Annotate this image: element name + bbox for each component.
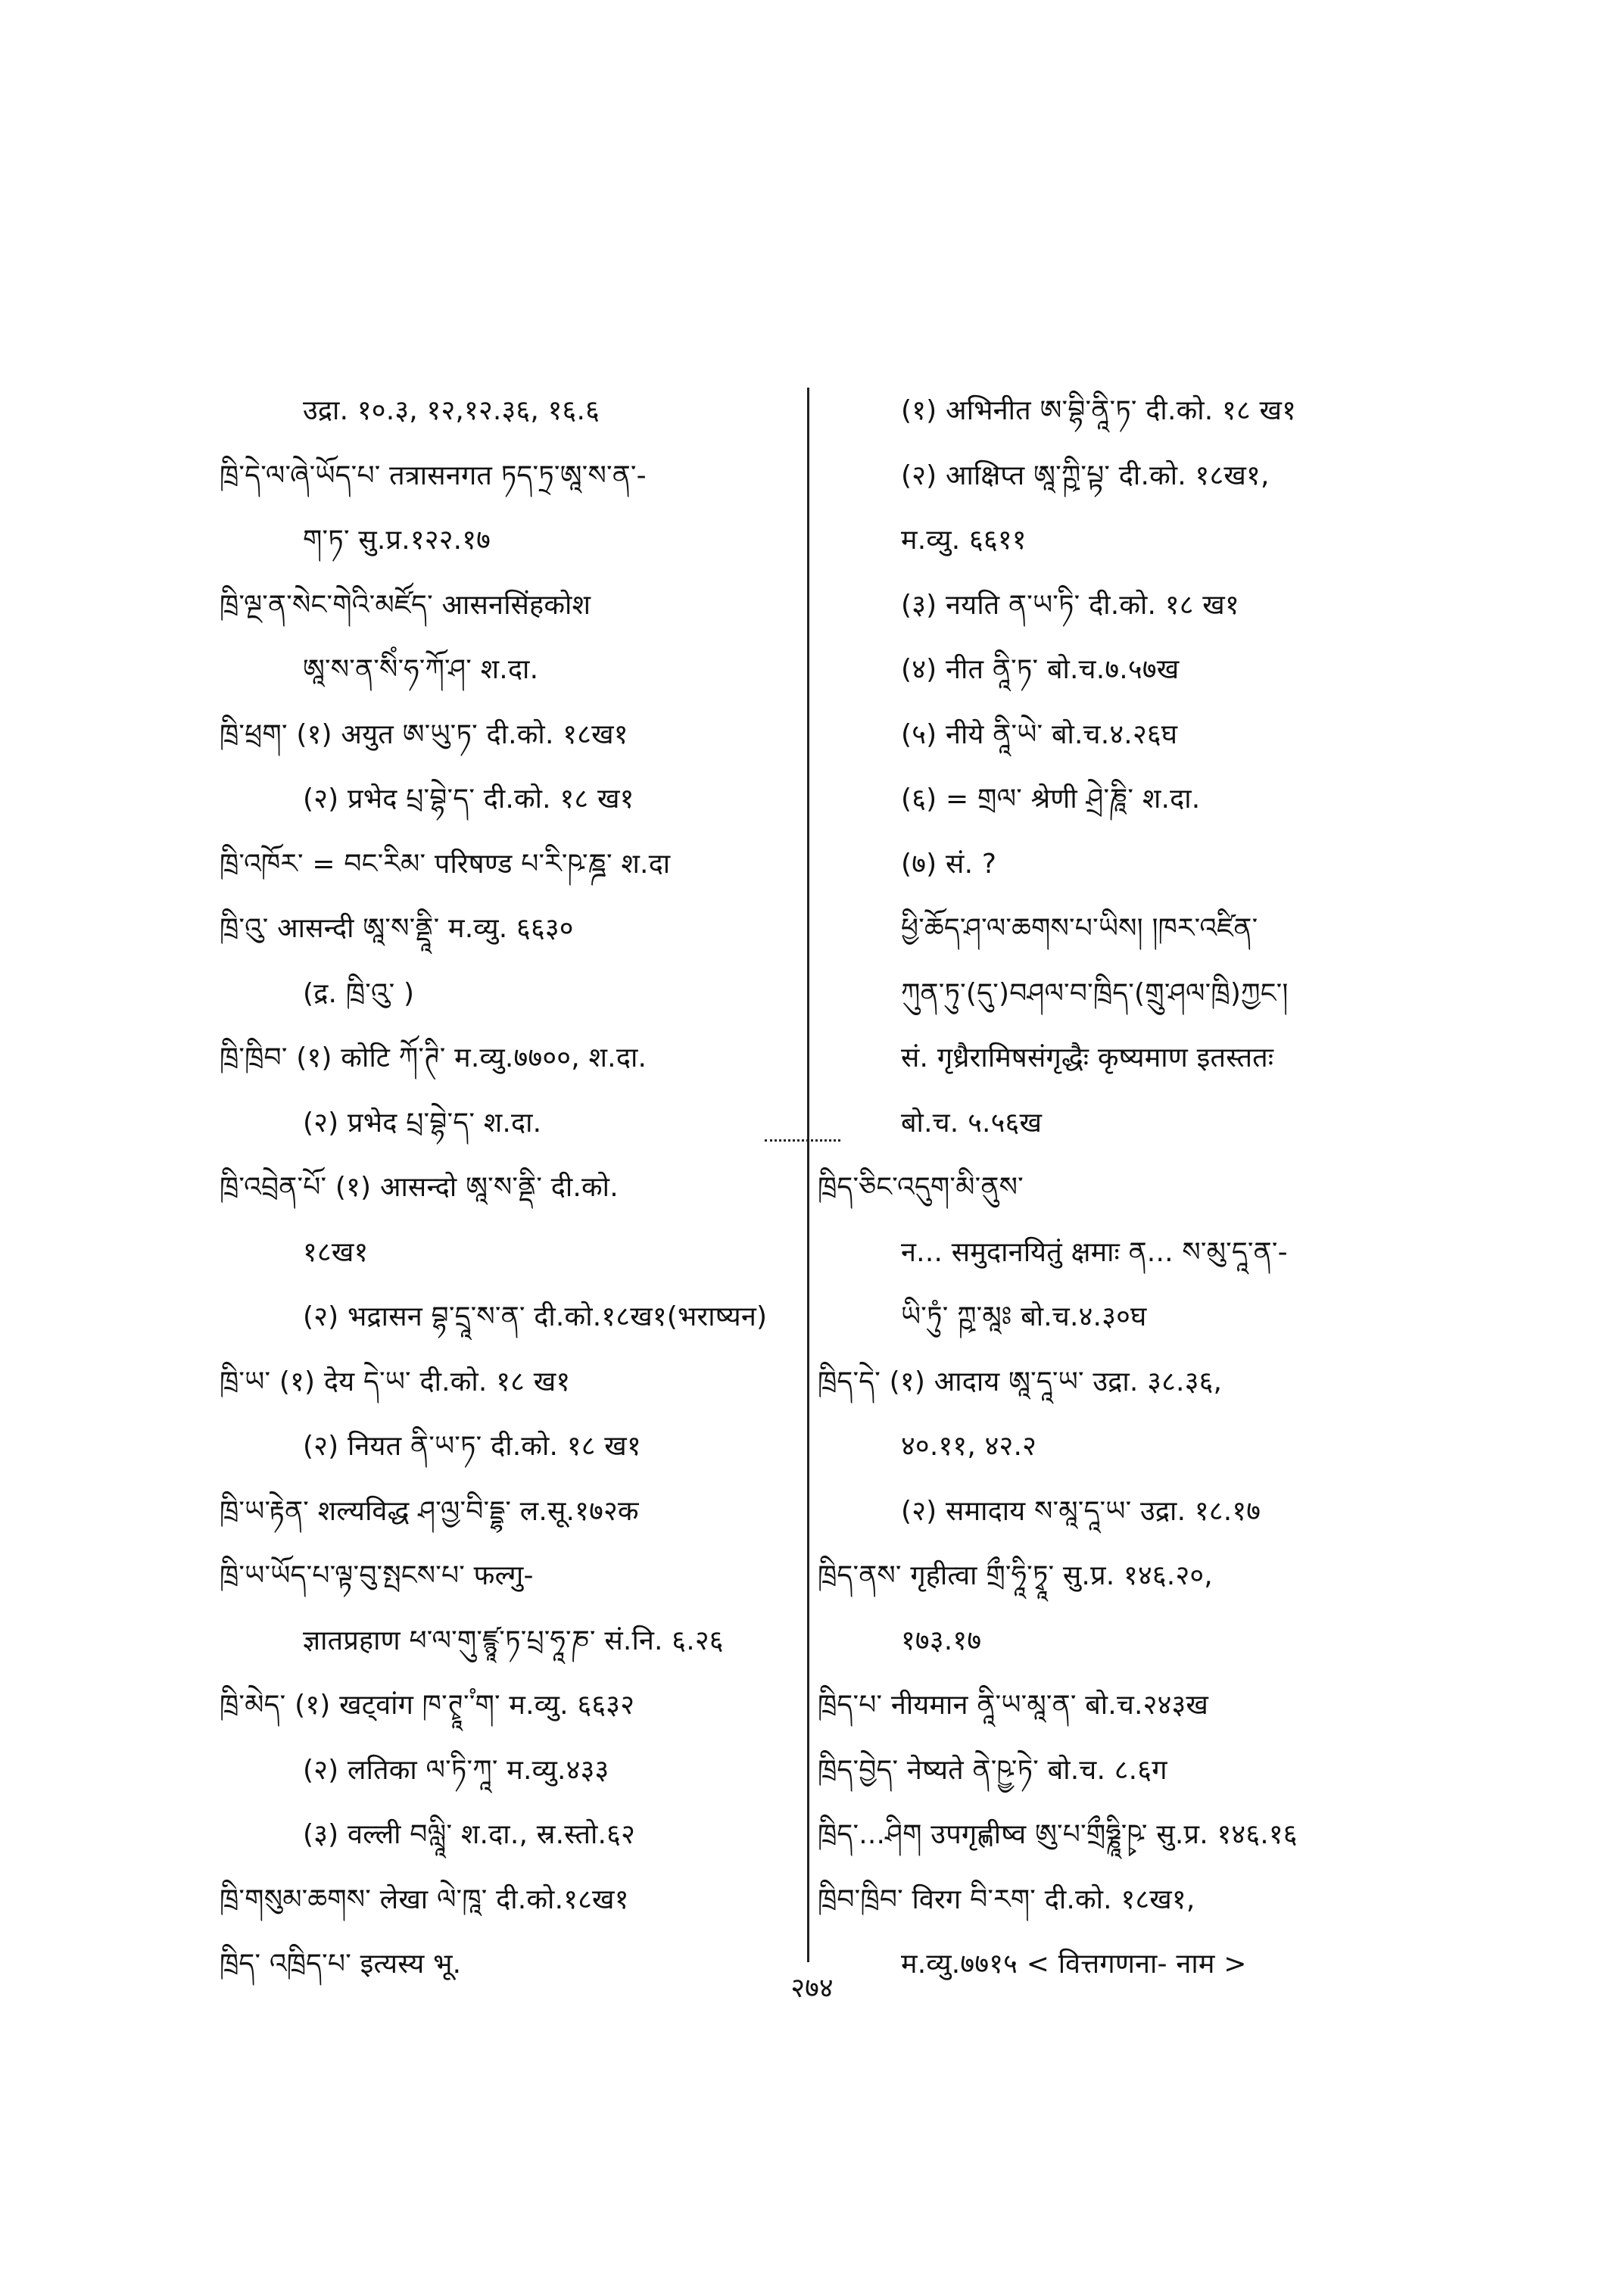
dictionary-line: ཁྲི་ཡ་ཡོད་པ་ལྟ་བུ་སྤངས་པ་ फल्गु-	[220, 1560, 534, 1591]
dictionary-line: म.व्यु. ६६११	[901, 525, 1027, 556]
dictionary-line: न... समुदानयितुं क्षमाः ན... ས་མུ་དཱ་ན་-	[901, 1236, 1288, 1268]
dictionary-line: म.व्यु.७७१५ < वित्तगणना- नाम >	[901, 1949, 1247, 1980]
dictionary-line: सं. गृध्रैरामिषसंगृद्धैः कृष्यमाण इतस्ततः	[901, 1042, 1274, 1073]
dictionary-line: ཡི་ཏུཾ་ ཀྵ་མཱཿ बो.च.४.३०घ	[901, 1301, 1147, 1332]
dictionary-line: ཨཱ་ས་ན་སིཾ་ཧ་ཀོ་ཤ་ श.दा.	[303, 654, 539, 685]
dictionary-line: ཁྲི་གསུམ་ཆགས་ लेखा ལེ་ཁཱ་ दी.को.१८ख१	[220, 1883, 629, 1915]
dictionary-line: बो.च. ५.५६ख	[901, 1107, 1043, 1139]
dictionary-line: ཁྲི་འུ་ आसन्दी ཨཱ་ས་ནྡཱི་ म.व्यु. ६६३०	[220, 913, 574, 944]
dictionary-line: ཁྲིད་ཅིང་འདུག་མི་ནུས་	[818, 1172, 1024, 1203]
dictionary-line: (७) सं. ?	[901, 848, 997, 880]
dictionary-line: ཁྲིད་པ་ नीयमान ནཱི་ཡ་མཱ་ན་ बो.च.२४३ख	[818, 1690, 1209, 1721]
dictionary-line: (३) वल्ली བལླཱི་ श.दा., स्र.स्तो.६२	[303, 1819, 636, 1850]
dictionary-line: (२) भद्रासन བྷ་དྲཱ་ས་ན་ दी.को.१८ख१(भराष्यन)	[303, 1301, 768, 1332]
dictionary-line: ཁྲིད་དེ་ (१) आदाय ཨཱ་དཱ་ཡ་ उद्रा. ३८.३६,	[818, 1366, 1223, 1397]
dictionary-line: ཁྲི་ཡ་རྟེན་ शल्यविद्ध ཤ་ལྱ་བི་དྡྷ་ ल.सू.१७२क	[220, 1495, 639, 1527]
dictionary-line: ཁྲི་དེ་ལ་ཞེ་ཡོད་པ་ तत्रासनगत ཏད་ཏྲ་ཨཱ་ས་ན་-	[220, 460, 647, 491]
dictionary-line: ཀུན་ཏུ་(དུ་)བཤལ་བ་ཁྲིད་(གྲུ་ཤལ་ཁྲི)ཀྱང་།	[901, 977, 1289, 1009]
dictionary-line: ཁྲིད་བྱེད་ नेष्यते ནེ་ཥྱ་ཏེ་ बो.च. ८.६ग	[818, 1754, 1167, 1786]
dictionary-line: (२) लतिका ལ་ཏི་ཀཱ་ म.व्यु.४३३	[303, 1754, 609, 1786]
dictionary-line: ཁྲིད་ནས་ गृहीत्वा གྲྀ་ཧཱི་ཏྭཱ་ सु.प्र. १४६.२०,	[818, 1560, 1213, 1591]
dictionary-line: (३) नयति ན་ཡ་ཏི་ दी.को. १८ ख१	[901, 589, 1239, 621]
dictionary-line: (२) प्रभेद པྲ་བྷེ་ད་ श.दा.	[303, 1107, 542, 1139]
dictionary-line: (२) नियत ནི་ཡ་ཏ་ दी.को. १८ ख१	[303, 1431, 641, 1462]
dictionary-line: ཁྲི་ཡ་ (१) देय དེ་ཡ་ दी.को. १८ ख१	[220, 1366, 571, 1397]
dictionary-line: (५) नीये ནཱི་ཡེ་ बो.च.४.२६घ	[901, 718, 1178, 750]
dictionary-line: (१) अभिनीत ཨ་བྷི་ནཱི་ཏ་ दी.को. १८ ख१	[901, 395, 1297, 426]
dictionary-line: ཁྲི་ལྔ་ན་སེང་གེའི་མཛོད་ आसनसिंहकोश	[220, 589, 591, 621]
dictionary-line: ཁྲི་ཕྲག་ (१) अयुत ཨ་ཡུ་ཏ་ दी.को. १८ख१	[220, 718, 628, 750]
dictionary-line: (द्र. ཁྲི་འུ་ )	[303, 977, 415, 1009]
dictionary-line: ཁྲི་འཁོར་ = བང་རིམ་ परिषण्ड པ་རི་ཥ་ཎྜ་ श.दा	[220, 848, 671, 880]
dictionary-line: (४) नीत ནཱི་ཏ་ बो.च.७.५७ख	[901, 654, 1180, 685]
dictionary-line: ཁྲིད་ འཁྲིད་པ་ इत्यस्य भू.	[220, 1949, 462, 1980]
dictionary-line: ཕྱི་ཆོད་ཤ་ལ་ཆགས་པ་ཡིས། །ཁར་འཛིན་	[901, 913, 1258, 944]
dictionary-line: (२) प्रभेद པྲ་བྷེ་ད་ दी.को. १८ ख१	[303, 784, 634, 815]
dictionary-line: ག་ཏ་ सु.प्र.१२२.१७	[303, 525, 491, 556]
dictionary-line: उद्रा. १०.३, १२,१२.३६, १६.६	[303, 395, 600, 426]
dictionary-line: ཁྲི་ཁྲིབ་ (१) कोटि ཀོ་ཊི་ म.व्यु.७७००, श.दा.	[220, 1042, 647, 1073]
right-column	[818, 379, 1446, 1997]
dictionary-line: ཁྲིབ་ཁྲིབ་ विरग བི་རག་ दी.को. १८ख१,	[818, 1883, 1195, 1915]
dictionary-line: (२) आक्षिप्त ཨཱ་ཀྵི་པྟ་ दी.को. १८ख१,	[901, 460, 1270, 491]
left-column	[220, 379, 810, 1997]
dictionary-line: (६) = གྲལ་ श्रेणी ཤྲེ་ཎཱི་ श.दा.	[901, 784, 1201, 815]
dictionary-line: ज्ञातप्रहाण ཕ་ལ་གུ་ཛྙཱ་ཏ་པྲ་ཧཱ་ཎ་ सं.नि. ६.२६	[303, 1625, 724, 1656]
dictionary-line: ཁྲིད་...ཤིག उपगृह्णीष्व ཨུ་པ་གྲྀཧྞཱི་ཥྭ་ सु.प्र. १४६.१६	[818, 1819, 1298, 1850]
dictionary-line: १८ख१	[303, 1236, 369, 1268]
dictionary-line: १७३.१७	[901, 1625, 982, 1656]
dictionary-line: ४०.११, ४२.२	[901, 1431, 1037, 1462]
dictionary-line: ཁྲི་འབྲེན་པོ་ (१) आसन्दो ཨཱ་ས་ནྡི་ दी.को.	[220, 1172, 619, 1203]
dictionary-line: (२) समादाय ས་མཱ་དཱ་ཡ་ उद्रा. १८.१७	[901, 1495, 1261, 1527]
page-number: २७४	[790, 1973, 834, 2004]
column-divider	[807, 388, 809, 1962]
dictionary-line: ཁྲི་མེད་ (१) खट्वांग ཁ་ཊྭཱ་ཾ་ག་ म.व्यु. ६६३२	[220, 1690, 635, 1721]
